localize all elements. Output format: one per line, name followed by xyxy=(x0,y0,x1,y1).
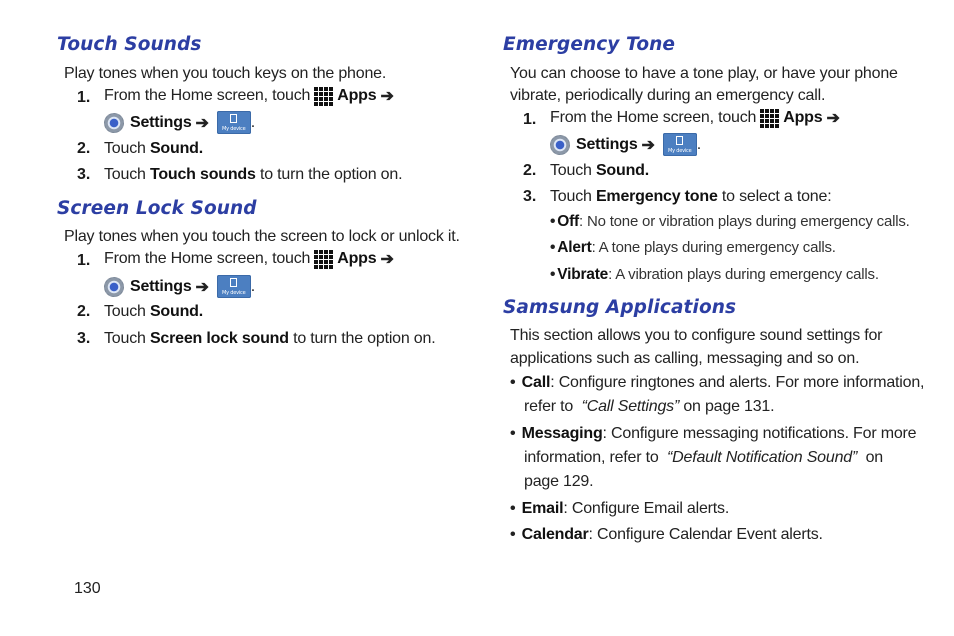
apps-label: Apps xyxy=(337,250,377,267)
touch-sounds-step-1 xyxy=(104,86,398,106)
bullet-term: Calendar xyxy=(521,526,589,543)
my-device-tab-icon: My device xyxy=(663,133,697,156)
step-number: 1. xyxy=(77,89,91,106)
cross-reference-link[interactable]: “Default Notification Sound” xyxy=(667,449,858,466)
step-bold: Emergency tone xyxy=(595,188,718,205)
bullet-term: Off xyxy=(557,213,580,230)
step-number: 1. xyxy=(77,252,91,269)
list-item-call: • Call: Configure ringtones and alerts. For more information, xyxy=(510,374,925,391)
step-text: Touch xyxy=(104,166,146,183)
bullet-term: Messaging xyxy=(521,425,603,442)
bullet-desc: information, refer to xyxy=(524,449,659,466)
bullet-desc: : A vibration plays during emergency calls. xyxy=(608,266,879,283)
step-text: to select a tone: xyxy=(721,188,832,205)
touch-sounds-intro: Play tones when you touch keys on the phone. xyxy=(64,65,387,82)
step-bold: Sound. xyxy=(595,162,649,179)
samsung-intro-2: applications such as calling, messaging and so on. xyxy=(510,350,860,367)
list-item: • Off: No tone or vibration plays during emergency calls. xyxy=(550,213,910,230)
emergency-intro-2: vibrate, periodically during an emergency call. xyxy=(510,87,826,104)
list-item-call-cont xyxy=(524,398,774,416)
bullet-desc: : Configure Email alerts. xyxy=(563,500,730,517)
arrow-right-icon: ➔ xyxy=(195,278,209,296)
arrow-right-icon: ➔ xyxy=(380,251,394,268)
screen-lock-intro: Play tones when you touch the screen to lock or unlock it. xyxy=(64,228,460,245)
bullet-desc: : No tone or vibration plays during emergency calls. xyxy=(579,213,910,230)
apps-grid-icon xyxy=(314,87,333,106)
emergency-intro-1: You can choose to have a tone play, or have your phone xyxy=(510,65,898,82)
step-text: From the Home screen, touch xyxy=(104,250,311,267)
heading-screen-lock-sound: Screen Lock Sound xyxy=(57,198,257,219)
step-text: to turn the option on. xyxy=(259,166,403,183)
bullet-term: Call xyxy=(521,374,551,391)
step-bold: Touch sounds xyxy=(149,166,256,183)
settings-gear-icon xyxy=(104,277,124,297)
bullet-desc: : Configure Calendar Event alerts. xyxy=(588,526,823,543)
step-number: 1. xyxy=(523,111,537,128)
list-item-calendar: • Calendar: Configure Calendar Event alerts. xyxy=(510,526,823,543)
apps-grid-icon xyxy=(314,250,333,269)
list-item-messaging: • Messaging: Configure messaging notifications. For more xyxy=(510,425,917,442)
bullet-desc: on page 131. xyxy=(683,398,775,415)
step-number: 2. xyxy=(77,140,91,157)
apps-grid-icon xyxy=(760,109,779,128)
bullet-desc: : A tone plays during emergency calls. xyxy=(591,239,836,256)
settings-label: Settings xyxy=(576,135,638,153)
screen-lock-step-3 xyxy=(104,330,435,348)
bullet-desc: on xyxy=(865,449,883,466)
apps-label: Apps xyxy=(783,109,823,126)
emergency-step-3 xyxy=(550,188,831,206)
settings-label: Settings xyxy=(130,113,192,131)
step-number: 2. xyxy=(523,162,537,179)
heading-emergency-tone: Emergency Tone xyxy=(503,34,676,55)
page-number: 130 xyxy=(74,580,101,597)
step-text: Touch xyxy=(550,188,592,205)
touch-sounds-step-1-cont xyxy=(104,111,255,134)
step-text: Touch xyxy=(104,140,146,157)
bullet-term: Email xyxy=(521,500,564,517)
touch-sounds-step-2 xyxy=(104,140,203,158)
step-text: to turn the option on. xyxy=(293,330,436,347)
screen-lock-step-2 xyxy=(104,303,203,321)
samsung-intro-1: This section allows you to configure sound settings for xyxy=(510,327,883,344)
step-number: 3. xyxy=(523,188,537,205)
step-text: From the Home screen, touch xyxy=(550,109,757,126)
period: . xyxy=(250,113,255,131)
bullet-term: Vibrate xyxy=(557,266,609,283)
list-item-messaging-cont xyxy=(524,449,883,467)
arrow-right-icon: ➔ xyxy=(826,110,840,127)
cross-reference-link[interactable]: “Call Settings” xyxy=(581,398,680,415)
period: . xyxy=(696,135,701,153)
arrow-right-icon: ➔ xyxy=(380,88,394,105)
heading-samsung-applications: Samsung Applications xyxy=(503,297,737,318)
heading-touch-sounds: Touch Sounds xyxy=(57,34,202,55)
settings-gear-icon xyxy=(550,135,570,155)
step-text: Touch xyxy=(104,330,146,347)
emergency-step-2 xyxy=(550,162,649,180)
period: . xyxy=(250,277,255,295)
emergency-step-1 xyxy=(550,108,844,128)
settings-label: Settings xyxy=(130,277,192,295)
bullet-desc: : Configure ringtones and alerts. For more information, xyxy=(550,374,925,391)
step-text: From the Home screen, touch xyxy=(104,87,311,104)
bullet-desc: page 129. xyxy=(524,473,594,490)
step-number: 3. xyxy=(77,166,91,183)
arrow-right-icon: ➔ xyxy=(641,136,655,154)
step-bold: Screen lock sound xyxy=(149,330,289,347)
step-text: Touch xyxy=(550,162,592,179)
screen-lock-step-1 xyxy=(104,249,398,269)
my-device-tab-icon: My device xyxy=(217,111,251,134)
step-bold: Sound. xyxy=(149,303,203,320)
step-bold: Sound. xyxy=(149,140,203,157)
list-item: • Alert: A tone plays during emergency calls. xyxy=(550,239,836,256)
bullet-desc: refer to xyxy=(524,398,574,415)
list-item: • Vibrate: A vibration plays during emergency calls. xyxy=(550,266,879,283)
apps-label: Apps xyxy=(337,87,377,104)
settings-gear-icon xyxy=(104,113,124,133)
list-item-email: • Email: Configure Email alerts. xyxy=(510,500,730,517)
list-item-messaging-cont2 xyxy=(524,473,593,491)
bullet-desc: : Configure messaging notifications. For more xyxy=(602,425,917,442)
step-number: 3. xyxy=(77,330,91,347)
bullet-term: Alert xyxy=(557,239,592,256)
my-device-tab-icon: My device xyxy=(217,275,251,298)
arrow-right-icon: ➔ xyxy=(195,114,209,132)
touch-sounds-step-3 xyxy=(104,166,402,184)
emergency-step-1-cont xyxy=(550,133,701,156)
screen-lock-step-1-cont xyxy=(104,275,255,298)
step-text: Touch xyxy=(104,303,146,320)
step-number: 2. xyxy=(77,303,91,320)
